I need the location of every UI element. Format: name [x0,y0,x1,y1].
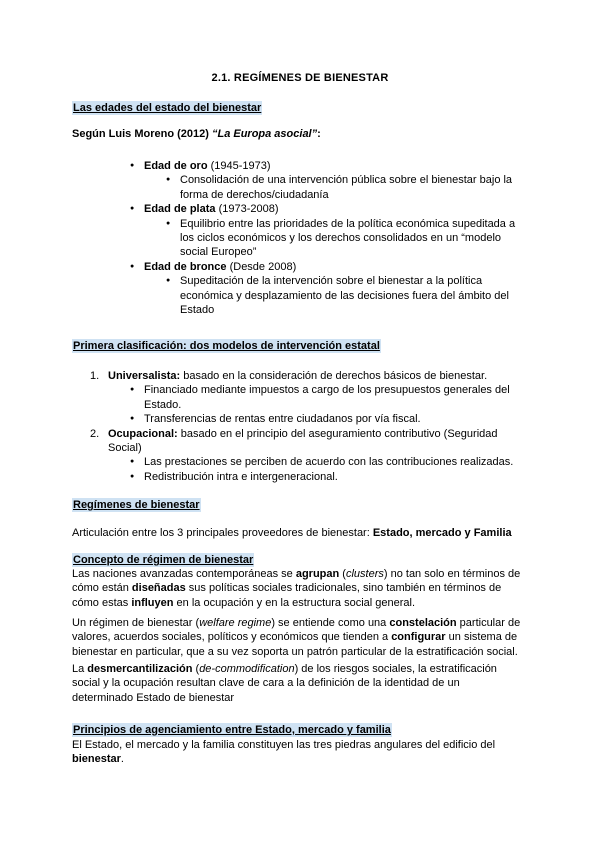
list-item-continuation: forma de derechos/ciudadanía [180,188,329,201]
section-heading-regimes: Regímenes de bienestar [73,499,200,511]
list-item-continuation: económica y desplazamiento de las decisiones fuera del ámbito del [180,289,509,302]
list-item-continuation: Estado. [144,398,182,411]
list-item: ● Equilibrio entre las prioridades de la política económica supeditada a [72,217,532,231]
list-item-continuation: social Europeo” [180,246,257,259]
list-item: ● Consolidación de una intervención pública sobre el bienestar bajo la [72,173,532,187]
concept-paragraph-3: La desmercantilización (de-commodification) de los riesgos sociales, la estratificación social y la ocupación resultan clave de cara a la definición de la identidad de un determinado Estado de bienestar [72,663,497,704]
list-item: ● Financiado mediante impuestos a cargo de los presupuestos generales del [72,383,542,397]
list-item: ● Supeditación de la intervención sobre el bienestar a la política [72,274,532,288]
principles-paragraph: El Estado, el mercado y la familia constituyen las tres piedras angulares del edificio del bienestar. [72,739,496,766]
citation-author: Según Luis Moreno (2012) [72,128,212,140]
list-item-continuation: los ciclos económicos y los derechos consolidados en un “modelo [180,232,502,245]
citation-end: : [317,128,321,140]
section-heading-concept: Concepto de régimen de bienestar [73,554,254,566]
list-item: ● Edad de oro (1945-1973) [72,159,532,173]
list-item: ● Edad de plata (1973-2008) [72,202,532,216]
classification-list [72,369,542,484]
section-heading-ages: Las edades del estado del bienestar [73,102,262,114]
list-item: ● Transferencias de rentas entre ciudadanos por vía fiscal. [72,412,542,426]
section-heading-classification: Primera clasificación: dos modelos de intervención estatal [73,340,380,352]
ages-list [72,159,532,317]
regimes-text: Articulación entre los 3 principales proveedores de bienestar: Estado, mercado y Familia [72,527,512,539]
concept-paragraph-1: Las naciones avanzadas contemporáneas se agrupan (clusters) no tan solo en términos de cómo están diseñadas sus políticas sociales tradicionales, sino también en términos de cómo estas influyen en la ocupación y en la estructura social general. [72,568,521,609]
numbered-item: 1. Universalista: basado en la consideración de derechos básicos de bienestar. [90,370,488,382]
citation-book: “La Europa asocial” [211,128,318,140]
numbered-item-continuation: Social) [108,442,142,455]
list-item: ● Las prestaciones se perciben de acuerdo con las contribuciones realizadas. [72,455,542,469]
list-item-continuation: Estado [180,304,215,317]
section-heading-principles: Principios de agenciamiento entre Estado, mercado y familia [73,724,391,736]
numbered-item: 2. Ocupacional: basado en el principio del aseguramiento contributivo (Seguridad [90,427,498,440]
document-title: 2.1. REGÍMENES DE BIENESTAR [211,72,389,84]
list-item: ● Redistribución intra e intergeneracional. [72,470,542,484]
list-item: ● Edad de bronce (Desde 2008) [72,260,532,274]
concept-paragraph-2: Un régimen de bienestar (welfare regime) se entiende como una constelación particular de valores, acuerdos sociales, políticos y económicos que tienden a configurar un sistema de bienestar en particular, que a su vez soporta un patrón particular de la estratificación social. [72,617,521,658]
source-citation [72,128,321,140]
